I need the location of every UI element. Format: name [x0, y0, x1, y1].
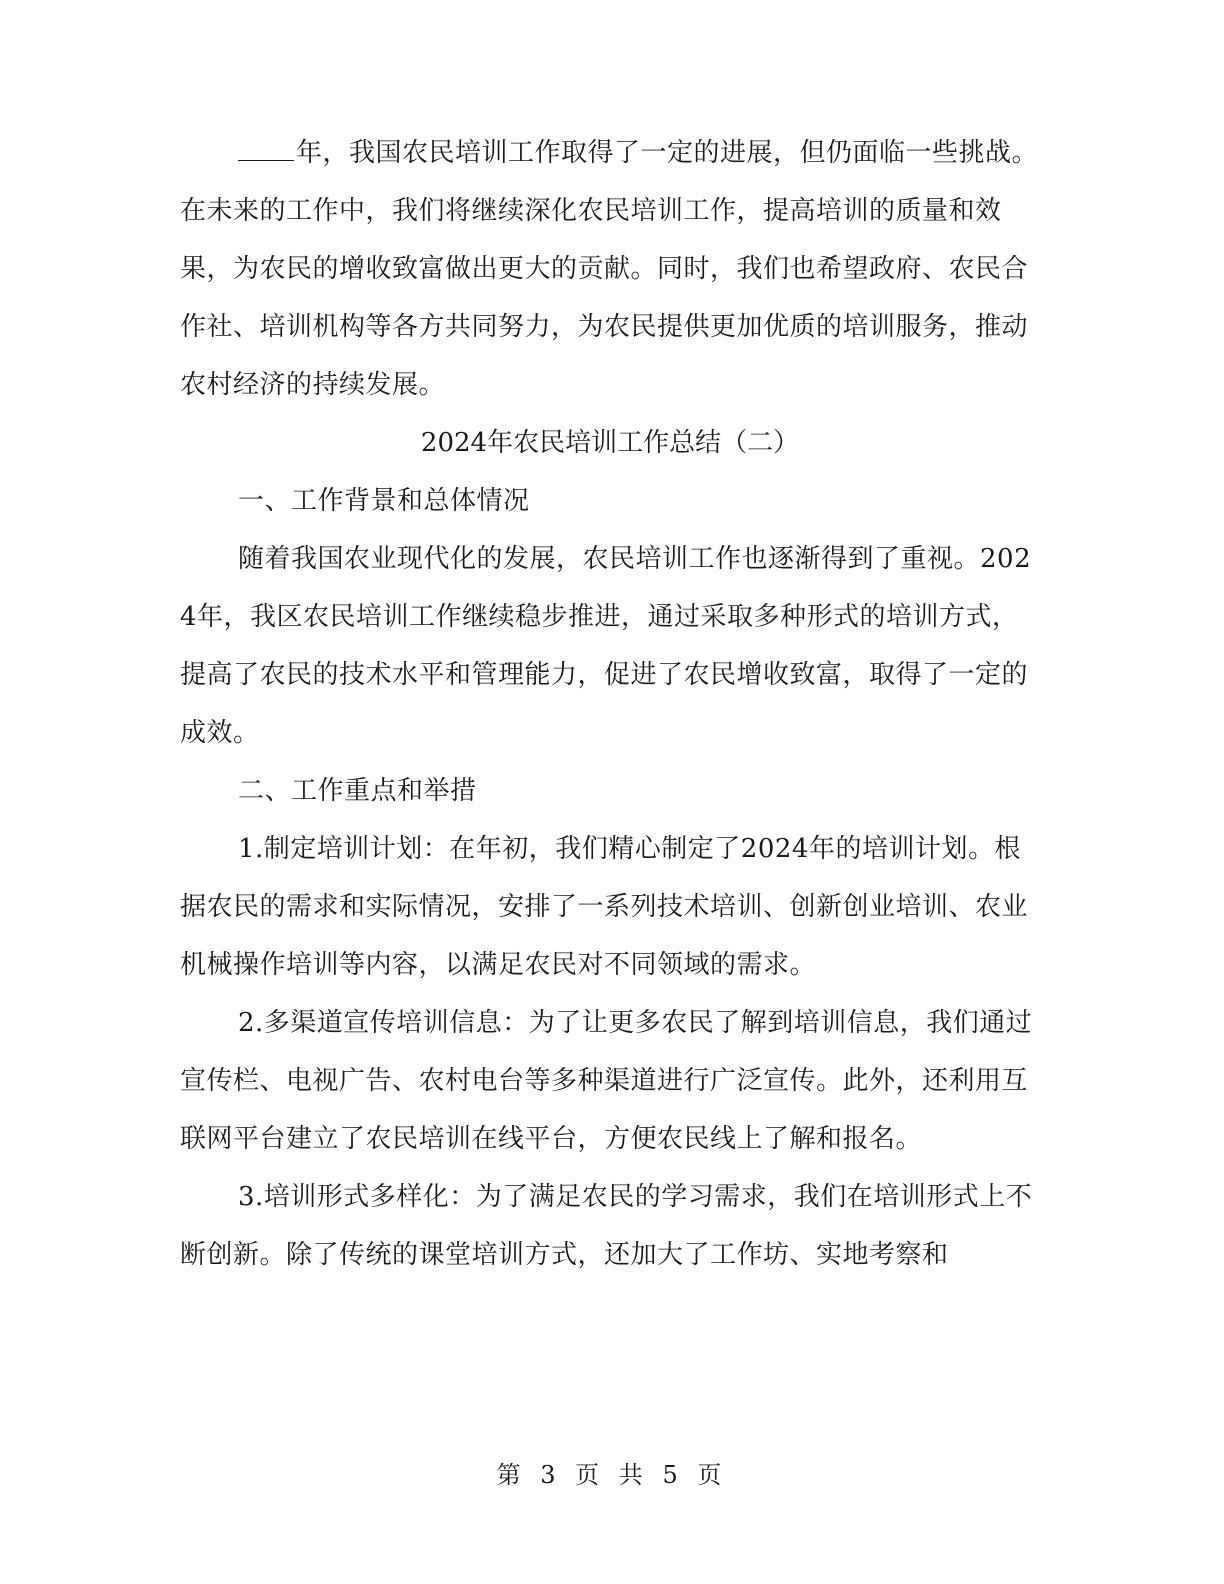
section1-paragraph: 随着我国农业现代化的发展，农民培训工作也逐渐得到了重视。2024年，我区农民培训工作继续稳步推进，通过采取多种形式的培训方式，提高了农民的技术水平和管理能力，促进了农民增收致富，取得了一定的成效。 [180, 544, 1032, 748]
document-title: 2024年农民培训工作总结（二） [420, 428, 800, 458]
item-3-paragraph: 3.培训形式多样化：为了满足农民的学习需求，我们在培训形式上不断创新。除了传统的课堂培训方式，还加大了工作坊、实地考察和 [180, 1182, 1033, 1270]
section2-heading: 二、工作重点和举措 [238, 776, 477, 806]
item-1-paragraph: 1.制定培训计划：在年初，我们精心制定了2024年的培训计划。根据农民的需求和实际情况，安排了一系列技术培训、创新创业培训、农业机械操作培训等内容，以满足农民对不同领域的需求。 [180, 834, 1029, 980]
year-blank [238, 140, 294, 161]
intro-paragraph-text: 年，我国农民培训工作取得了一定的进展，但仍面临一些挑战。在未来的工作中，我们将继续深化农民培训工作，提高培训的质量和效果，为农民的增收致富做出更大的贡献。同时，我们也希望政府、农民合作社、培训机构等各方共同努力，为农民提供更加优质的培训服务，推动农村经济的持续发展。 [180, 138, 1039, 400]
section1-heading: 一、工作背景和总体情况 [238, 486, 530, 516]
document-body [180, 124, 1040, 1284]
page-footer: 第 3 页 共 5 页 [496, 1461, 728, 1489]
item-2-paragraph: 2.多渠道宣传培训信息：为了让更多农民了解到培训信息，我们通过宣传栏、电视广告、农村电台等多种渠道进行广泛宣传。此外，还利用互联网平台建立了农民培训在线平台，方便农民线上了解和报名。 [180, 1008, 1033, 1154]
intro-paragraph [180, 124, 1040, 414]
